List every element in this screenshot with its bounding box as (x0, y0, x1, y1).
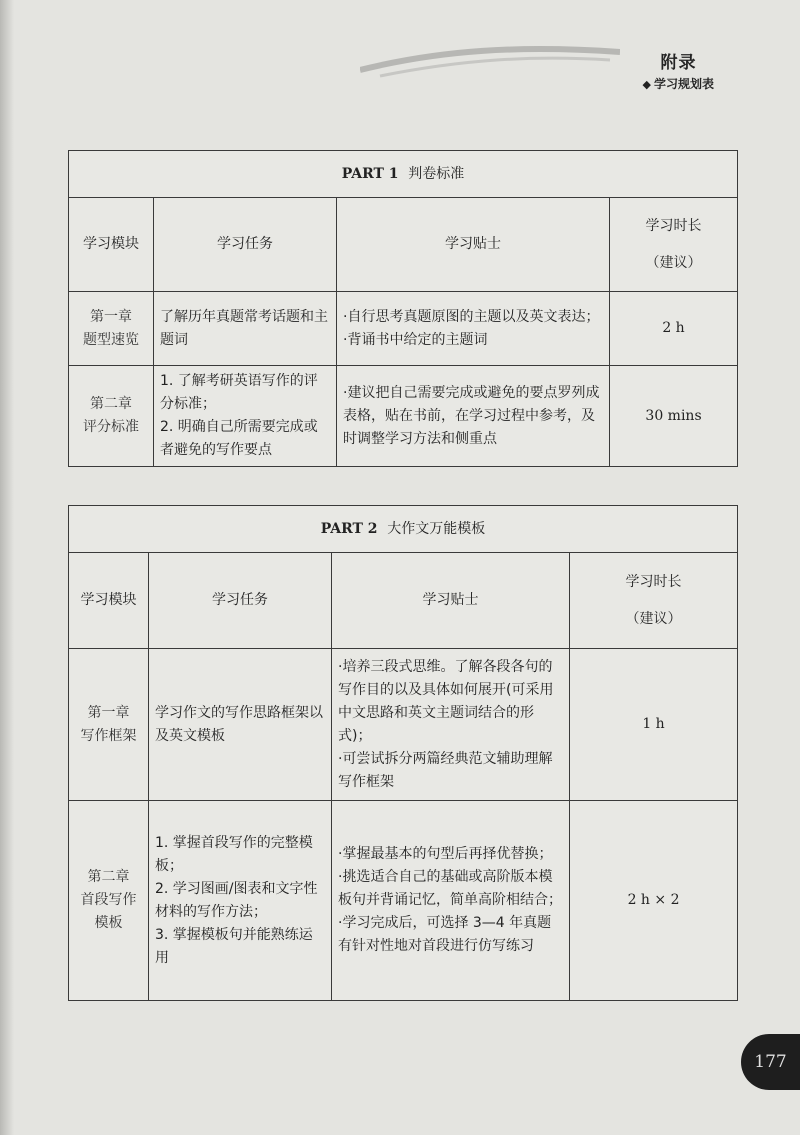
module-cell: 第二章 评分标准 (69, 366, 154, 467)
col-header-hours: 学习时长 （建议） (610, 198, 738, 292)
task-cell: 1. 掌握首段写作的完整模板； 2. 学习图画/图表和文字性材料的写作方法； 3. 掌握模板句并能熟练运用 (149, 801, 332, 1001)
hours-cell: 30 mins (610, 366, 738, 467)
running-header (643, 48, 714, 92)
col-header-tip: 学习贴士 (337, 198, 610, 292)
tip-cell: ·掌握最基本的句型后再择优替换； ·挑选适合自己的基础或高阶版本模板句并背诵记忆，简单高阶相结合； ·学习完成后，可选择 3—4 年真题有针对性地对首段进行仿写练习 (332, 801, 570, 1001)
module-cell: 第一章 写作框架 (69, 649, 149, 801)
page-gutter-shadow (0, 0, 14, 1135)
table-row (69, 801, 738, 1001)
col-header-task: 学习任务 (149, 553, 332, 649)
tip-cell: ·自行思考真题原图的主题以及英文表达； ·背诵书中给定的主题词 (337, 292, 610, 366)
table-row (69, 292, 738, 366)
part1-title: PART 1 判卷标准 (69, 151, 738, 198)
hours-cell: 2 h (610, 292, 738, 366)
task-cell: 1. 了解考研英语写作的评分标准； 2. 明确自己所需要完成或者避免的写作要点 (154, 366, 337, 467)
tip-cell: ·培养三段式思维。了解各段各句的写作目的以及具体如何展开(可采用中文思路和英文主题词结合的形式)； ·可尝试拆分两篇经典范文辅助理解写作框架 (332, 649, 570, 801)
module-cell: 第二章 首段写作 模板 (69, 801, 149, 1001)
header-title: 附录 (660, 53, 697, 73)
table-row (69, 649, 738, 801)
module-cell: 第一章 题型速览 (69, 292, 154, 366)
header-swoosh-decoration (360, 40, 620, 80)
diamond-icon: ◆ (642, 78, 651, 91)
tip-cell: ·建议把自己需要完成或避免的要点罗列成表格，贴在书前，在学习过程中参考，及时调整学习方法和侧重点 (337, 366, 610, 467)
table-row (69, 366, 738, 467)
col-header-hours: 学习时长 （建议） (570, 553, 738, 649)
hours-cell: 1 h (570, 649, 738, 801)
task-cell: 学习作文的写作思路框架以及英文模板 (149, 649, 332, 801)
hours-cell: 2 h × 2 (570, 801, 738, 1001)
col-header-module: 学习模块 (69, 553, 149, 649)
page-number: 177 (741, 1034, 800, 1090)
col-header-task: 学习任务 (154, 198, 337, 292)
task-cell: 了解历年真题常考话题和主题词 (154, 292, 337, 366)
part2-title: PART 2 大作文万能模板 (69, 506, 738, 553)
header-subtitle: ◆ 学习规划表 (642, 77, 714, 91)
col-header-tip: 学习贴士 (332, 553, 570, 649)
part2-table (68, 505, 738, 1001)
part1-table (68, 150, 738, 467)
col-header-module: 学习模块 (69, 198, 154, 292)
